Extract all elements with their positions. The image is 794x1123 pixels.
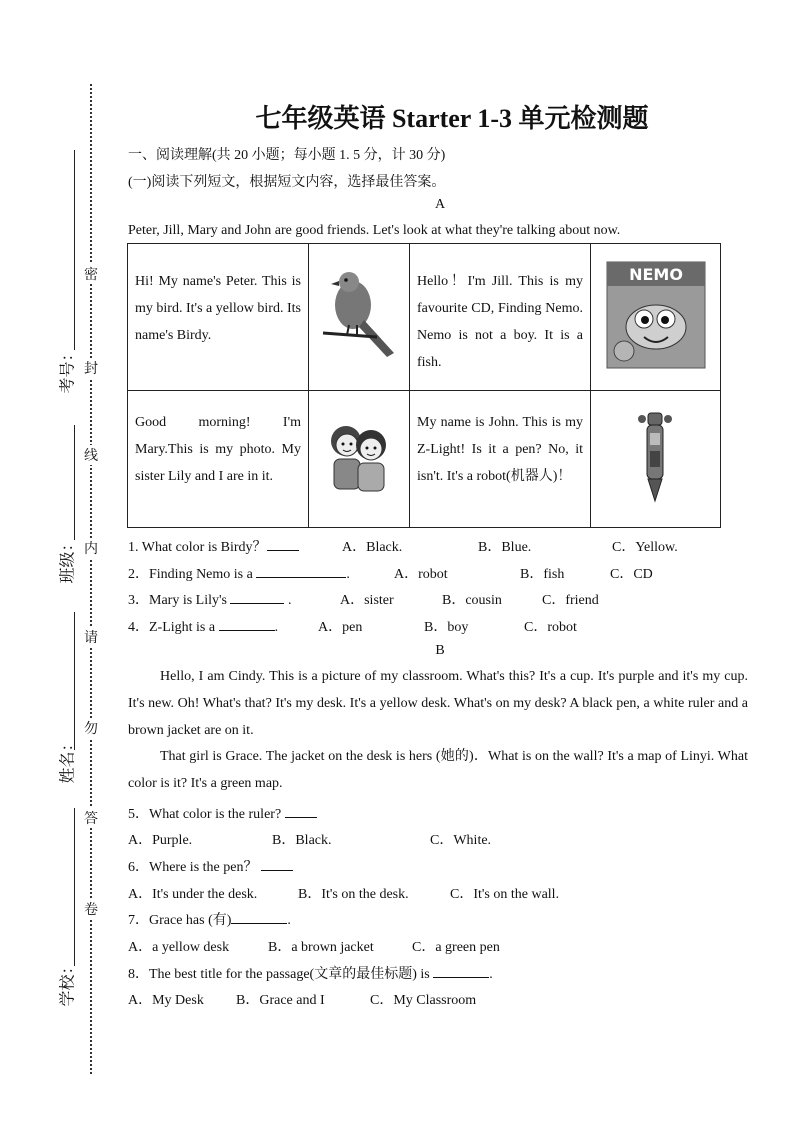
question-7-text: 7．Grace has (有)	[128, 913, 232, 928]
question-8-text: 8．The best title for the passage(文章的最佳标题) is	[128, 967, 430, 982]
passage-b-para-2: That girl is Grace. The jacket on the desk is hers (她的)．What is on the wall? It's a map of Linyi. What color is it? It's a green map.	[128, 749, 748, 791]
seal-char-2: 封	[83, 358, 99, 378]
question-3-text: 3．Mary is Lily's	[128, 593, 227, 608]
passage-a-intro: Peter, Jill, Mary and John are good friends. Let's look at what they're talking about now.	[128, 223, 621, 238]
question-5	[128, 803, 317, 823]
jill-text: Hello！I'm Jill. This is my favourite CD, Finding Nemo. Nemo is not a boy. It is a fish.	[417, 274, 583, 370]
passage-b-label: B	[435, 643, 445, 658]
option-1a[interactable]: A．Black.	[342, 540, 403, 555]
option-5c[interactable]: C．White.	[430, 833, 492, 848]
school-label: 学校：	[57, 958, 77, 1007]
seal-char-7: 答	[83, 808, 99, 828]
question-6-text: 6．Where is the pen？	[128, 860, 258, 875]
page-title: 七年级英语 Starter 1-3 单元检测题	[255, 104, 649, 133]
question-1	[128, 536, 678, 556]
seal-char-3: 线	[83, 445, 99, 465]
answer-blank-5[interactable]	[285, 805, 317, 818]
question-4: 4．Z-Light is a . A．pen B．boy C．robot	[128, 616, 278, 636]
robot-pen-image	[591, 391, 721, 528]
option-3b[interactable]: B．cousin	[442, 593, 502, 608]
option-5a[interactable]: A．Purple.	[128, 833, 193, 848]
option-3a[interactable]: A．sister	[340, 593, 394, 608]
question-4-text: 4．Z-Light is a	[128, 620, 216, 635]
exam-number-line[interactable]	[74, 150, 75, 350]
class-line[interactable]	[74, 425, 75, 540]
option-2c[interactable]: C．CD	[610, 567, 653, 582]
seal-char-8: 卷	[83, 899, 99, 919]
answer-blank-2[interactable]	[256, 565, 346, 578]
john-text: My name is John. This is my Z-Light! Is it a pen? No, it isn't. It's a robot(机器人)！	[417, 415, 583, 484]
question-8-options	[128, 989, 477, 1009]
seal-char-4: 内	[83, 538, 99, 558]
section-instruction: (一)阅读下列短文，根据短文内容，选择最佳答案。	[128, 175, 446, 190]
option-3c[interactable]: C．friend	[542, 593, 599, 608]
seal-char-1: 密	[83, 264, 99, 284]
passage-a-label: A	[434, 197, 446, 212]
question-3: 3．Mary is Lily's . A．sister B．cousin C．friend	[128, 589, 291, 609]
seal-char-6: 勿	[83, 718, 99, 738]
class-label: 班级：	[57, 535, 77, 584]
option-8b[interactable]: B．Grace and I	[236, 993, 325, 1008]
question-6	[128, 856, 293, 876]
answer-blank-1[interactable]	[267, 538, 299, 551]
option-2b[interactable]: B．fish	[520, 567, 565, 582]
option-1c[interactable]: C．Yellow.	[612, 540, 678, 555]
bird-image	[309, 244, 410, 391]
option-5b[interactable]: B．Black.	[272, 833, 332, 848]
option-6a[interactable]: A．It's under the desk.	[128, 887, 258, 902]
answer-blank-6[interactable]	[261, 858, 293, 871]
question-8: 8．The best title for the passage(文章的最佳标题) is .	[128, 967, 493, 982]
option-4c[interactable]: C．robot	[524, 620, 577, 635]
question-5-options	[128, 829, 492, 849]
question-2: 2．Finding Nemo is a . A．robot B．fish C．CD	[128, 563, 350, 583]
question-7: 7．Grace has (有) .	[128, 913, 291, 928]
binding-dotted-line	[90, 84, 92, 1074]
exam-number-label: 考号：	[57, 345, 77, 394]
option-8c[interactable]: C．My Classroom	[370, 993, 477, 1008]
option-7a[interactable]: A．a yellow desk	[128, 940, 230, 955]
seal-char-5: 请	[83, 627, 99, 647]
answer-blank-7[interactable]	[231, 911, 287, 924]
question-7-options	[128, 936, 500, 956]
passage-a-table	[127, 243, 721, 528]
school-line[interactable]	[74, 808, 75, 966]
name-label: 姓名：	[57, 735, 77, 784]
nemo-cd-image	[591, 244, 721, 391]
question-6-options	[128, 883, 560, 903]
name-line[interactable]	[74, 612, 75, 750]
peter-text: Hi! My name's Peter. This is my bird. It's a yellow bird. Its name's Birdy.	[135, 274, 301, 343]
mary-text: Good morning! I'm Mary.This is my photo. My sister Lily and I are in it.	[135, 415, 301, 484]
girls-photo-image	[309, 391, 410, 528]
option-1b[interactable]: B．Blue.	[478, 540, 532, 555]
option-7b[interactable]: B．a brown jacket	[268, 940, 374, 955]
question-2-text: 2．Finding Nemo is a	[128, 567, 253, 582]
answer-blank-3[interactable]	[230, 591, 284, 604]
option-7c[interactable]: C．a green pen	[412, 940, 500, 955]
option-6b[interactable]: B．It's on the desk.	[298, 887, 409, 902]
answer-blank-4[interactable]	[219, 618, 275, 631]
question-1-text: 1. What color is Birdy？	[128, 540, 267, 555]
section-heading: 一、阅读理解(共 20 小题；每小题 1. 5 分，计 30 分)	[128, 148, 446, 163]
answer-blank-8[interactable]	[433, 965, 489, 978]
option-8a[interactable]: A．My Desk	[128, 993, 204, 1008]
passage-b-para-1: Hello, I am Cindy. This is a picture of my classroom. What's this? It's a cup. It's purple and it's my cup. It's new. Oh! What's that? It's my desk. It's a yellow desk. What's on my desk? A black pen, a white ruler and a brown jacket are on it.	[128, 669, 748, 738]
option-6c[interactable]: C．It's on the wall.	[450, 887, 560, 902]
option-4b[interactable]: B．boy	[424, 620, 469, 635]
question-5-text: 5．What color is the ruler?	[128, 807, 282, 822]
option-4a[interactable]: A．pen	[318, 620, 363, 635]
option-2a[interactable]: A．robot	[394, 567, 448, 582]
nemo-logo-text: NEMO	[628, 264, 683, 284]
